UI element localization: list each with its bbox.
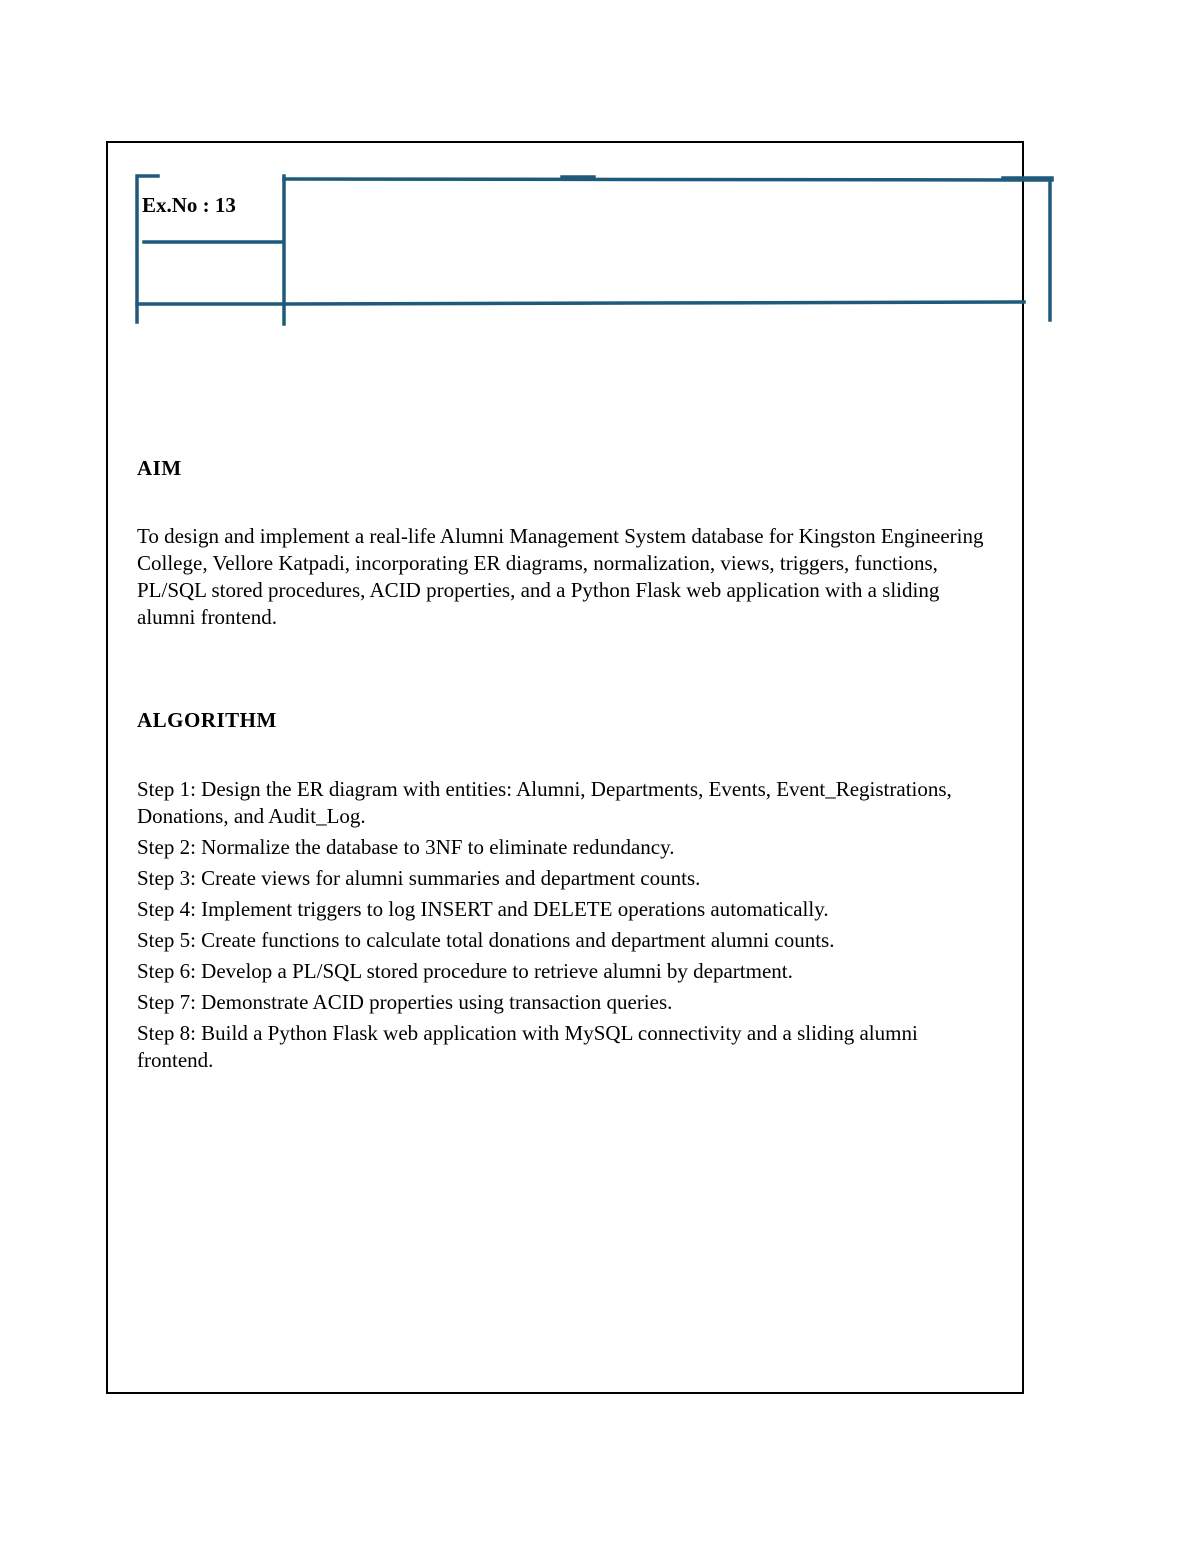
step-item: Step 3: Create views for alumni summaries and department counts. [137, 866, 701, 890]
exercise-number: Ex.No : 13 [142, 193, 236, 217]
step-item: Step 5: Create functions to calculate total donations and department alumni counts. [137, 928, 835, 952]
page-border [106, 141, 1024, 1394]
aim-text: To design and implement a real-life Alumni Management System database for Kingston Engineering College, Vellore Katpadi, incorporating ER diagrams, normalization, views, triggers, functions, PL/SQL stored procedures, ACID properties, and a Python Flask web application with a sliding alumni frontend. [137, 524, 984, 629]
step-item: Step 1: Design the ER diagram with entities: Alumni, Departments, Events, Event_Registrations, Donations, and Audit_Log. [137, 777, 952, 828]
step-item: Step 7: Demonstrate ACID properties using transaction queries. [137, 990, 673, 1014]
algorithm-steps [137, 776, 967, 1078]
step-item: Step 6: Develop a PL/SQL stored procedure to retrieve alumni by department. [137, 959, 793, 983]
step-item: Step 4: Implement triggers to log INSERT and DELETE operations automatically. [137, 897, 829, 921]
step-item: Step 8: Build a Python Flask web application with MySQL connectivity and a sliding alumni frontend. [137, 1021, 918, 1072]
algorithm-heading: ALGORITHM [137, 708, 277, 732]
step-item: Step 2: Normalize the database to 3NF to eliminate redundancy. [137, 835, 675, 859]
aim-heading: AIM [137, 456, 182, 480]
